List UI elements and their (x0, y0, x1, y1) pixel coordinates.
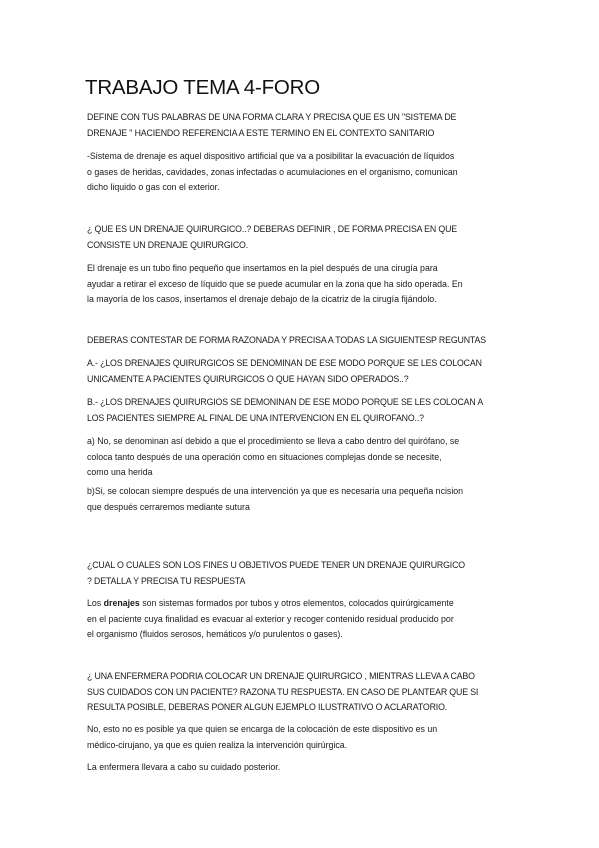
question-3b (87, 395, 527, 426)
question-3a-line: UNICAMENTE A PACIENTES QUIRURGICOS O QUE HAYAN SIDO OPERADOS..? (87, 373, 409, 384)
question-3b-line: LOS PACIENTES SIEMPRE AL FINAL DE UNA INTERVENCION EN EL QUIROFANO..? (87, 412, 424, 423)
answer-4 (87, 596, 527, 643)
question-5 (87, 669, 527, 716)
answer-4-line: el organismo (fluidos serosos, hemáticos y/o purulentos o gases). (87, 629, 343, 640)
question-4-line: ? DETALLA Y PRECISA TU RESPUESTA (87, 575, 246, 586)
question-3-line: DEBERAS CONTESTAR DE FORMA RAZONADA Y PRECISA A TODAS LA SIGUIENTESP REGUNTAS (87, 335, 486, 345)
answer-4-suffix: son sistemas formados por tubos y otros elementos, colocados quirúrgicamente (139, 598, 454, 608)
answer-4-first-line (87, 596, 527, 612)
question-5-line: RESULTA POSIBLE, DEBERAS PONER ALGUN EJEMPLO ILUSTRATIVO O ACLARATORIO. (87, 702, 448, 713)
question-3b-line: B.- ¿LOS DRENAJES QUIRURGIOS SE DEMONINAN DE ESE MODO PORQUE SE LES COLOCAN A (87, 397, 484, 407)
answer-5-line: médico-cirujano, ya que es quien realiza la intervención quirúrgica. (87, 739, 348, 750)
answer-2-line: la mayoría de los casos, insertamos el drenaje debajo de la cicatriz de la cirugía fijándolo. (87, 294, 437, 305)
answer-5 (87, 722, 527, 753)
answer-5b (87, 760, 527, 776)
answer-2-line: ayudar a retirar el exceso de líquido que se puede acumular en la zona que ha sido operada. En (87, 278, 463, 289)
answer-3b (87, 484, 527, 515)
question-1-line: DEFINE CON TUS PALABRAS DE UNA FORMA CLARA Y PRECISA QUE ES UN "SISTEMA DE (87, 112, 457, 122)
question-3a-line: A.- ¿LOS DRENAJES QUIRURGICOS SE DENOMINAN DE ESE MODO PORQUE SE LES COLOCAN (87, 358, 482, 368)
answer-1-line: dicho liquido o gas con el exterior. (87, 182, 220, 193)
question-2-line: CONSISTE UN DRENAJE QUIRURGICO. (87, 239, 249, 250)
question-4-line: ¿CUAL O CUALES SON LOS FINES U OBJETIVOS PUEDE TENER UN DRENAJE QUIRURGICO (87, 560, 465, 570)
answer-3a-line: coloca tanto después de una operación como en situaciones complejas donde se necesite, (87, 451, 442, 462)
answer-3a-line: a) No, se denominan así debido a que el procedimiento se lleva a cabo dentro del quirófano, se (87, 436, 460, 446)
question-3 (87, 333, 527, 349)
question-5-line: SUS CUIDADOS CON UN PACIENTE? RAZONA TU RESPUESTA. EN CASO DE PLANTEAR QUE SI (87, 686, 479, 697)
answer-4-prefix: Los (87, 598, 104, 608)
answer-3a (87, 434, 527, 481)
answer-5-line: No, esto no es posible ya que quien se encarga de la colocación de este dispositivo es un (87, 724, 438, 734)
question-5-line: ¿ UNA ENFERMERA PODRIA COLOCAR UN DRENAJE QUIRURGICO , MIENTRAS LLEVA A CABO (87, 671, 475, 681)
question-4 (87, 558, 527, 589)
answer-4-bold-word: drenajes (103, 598, 140, 608)
answer-3a-line: como una herida (87, 467, 153, 478)
answer-4-line: en el paciente cuya finalidad es evacuar al exterior y recoger contenido residual producido por (87, 613, 454, 624)
question-3a (87, 356, 527, 387)
document-title: TRABAJO TEMA 4-FORO (85, 76, 321, 99)
answer-2-line: El drenaje es un tubo fino pequeño que insertamos en la piel después de una cirugía para (87, 263, 438, 273)
question-2 (87, 222, 527, 253)
question-1 (87, 110, 527, 141)
question-1-line: DRENAJE " HACIENDO REFERENCIA A ESTE TERMINO EN EL CONTEXTO SANITARIO (87, 127, 435, 138)
answer-5b-line: La enfermera llevara a cabo su cuidado posterior. (87, 762, 281, 772)
answer-1-line: -Sistema de drenaje es aquel dispositivo artificial que va a posibilitar la evacuación de líquidos (87, 151, 455, 161)
answer-2 (87, 261, 527, 308)
question-2-line: ¿ QUE ES UN DRENAJE QUIRURGICO..? DEBERAS DEFINIR , DE FORMA PRECISA EN QUE (87, 224, 458, 234)
answer-3b-line: b)Si, se colocan siempre después de una intervención ya que es necesaria una pequeña ncision (87, 486, 464, 496)
answer-1-line: o gases de heridas, cavidades, zonas infectadas o acumulaciones en el organismo, comunican (87, 166, 458, 177)
answer-1 (87, 149, 527, 196)
answer-3b-line: que después cerraremos mediante sutura (87, 501, 250, 512)
